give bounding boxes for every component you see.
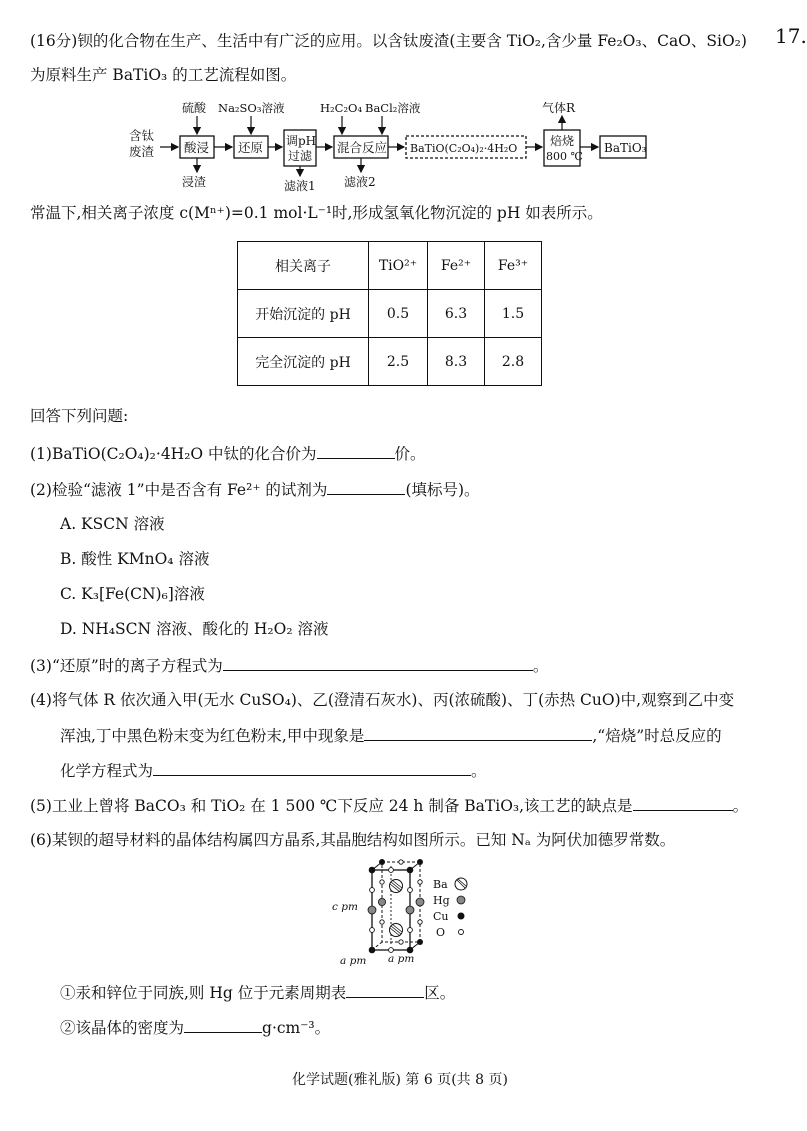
table-intro: 常温下,相关离子浓度 c(Mⁿ⁺)=0.1 mol·L⁻¹时,形成氢氧化物沉淀的 pH 如表所示。 [30,204,603,222]
flow-step-acid-leach: 酸浸 [184,140,210,155]
question-4-line-3 [60,759,487,782]
question-1-text: (1)BaTiO(C₂O₄)₂·4H₂O 中钛的化合价为 [30,445,317,463]
page-footer: 化学试题(雅礼版) 第 6 页(共 8 页) [292,1072,508,1088]
flow-step1-input: 硫酸 [182,101,207,115]
table-cell: 6.3 [428,290,485,338]
table-header-cell: Fe²⁺ [428,242,485,290]
question-6-sub-2-suffix: g·cm⁻³。 [262,1019,331,1037]
intro-line-1: (16分)钡的化合物在生产、生活中有广泛的应用。以含钛废渣(主要含 TiO₂,含少量 Fe₂O₃、CaO、SiO₂) [30,32,747,50]
question-4-line-2 [60,724,722,747]
dim-a-label-1: a pm [340,955,367,967]
page-corner-number: 17. [775,24,807,48]
question-4-line-2-text: 浑浊,丁中黑色粉末变为红色粉末,甲中现象是 [60,727,365,745]
flow-gas-r: 气体R [542,101,576,115]
legend-cu-symbol [458,913,465,920]
question-5 [30,794,748,817]
table-row [238,290,542,338]
table-cell: 2.8 [485,338,542,386]
legend-ba: Ba [433,878,448,891]
flow-filtrate-1: 滤液1 [284,179,316,193]
flow-step-calcine: 焙烧 [550,134,575,148]
question-2-suffix: (填标号)。 [405,481,480,499]
table-cell: 8.3 [428,338,485,386]
table-cell: 1.5 [485,290,542,338]
flow-step1-residue: 浸渣 [182,175,207,189]
answer-blank-q4-equation[interactable] [153,759,471,776]
flow-intermediate: BaTiO(C₂O₄)₂·4H₂O [410,142,518,155]
table-header-row [238,242,542,290]
question-2-text: (2)检验“滤液 1”中是否含有 Fe²⁺ 的试剂为 [30,481,328,499]
table-cell: 0.5 [369,290,428,338]
flow-step-filter: 过滤 [288,149,313,163]
answer-blank-q3[interactable] [223,654,533,671]
dim-c-label: c pm [332,901,358,913]
table-row [238,338,542,386]
question-3-suffix: 。 [532,657,549,675]
ph-table [237,241,542,386]
legend-hg-symbol [457,896,465,904]
question-1 [30,442,426,465]
legend-cu: Cu [433,910,449,923]
flow-step-temp: 800 ℃ [546,150,583,163]
question-5-text: (5)工业上曾将 BaCO₃ 和 TiO₂ 在 1 500 ℃下反应 24 h 制备 BaTiO₃,该工艺的缺点是 [30,797,633,815]
option-b: B. 酸性 KMnO₄ 溶液 [60,550,210,568]
option-a: A. KSCN 溶液 [60,515,165,533]
table-header-cell: Fe³⁺ [485,242,542,290]
dim-a-label-2: a pm [388,953,415,965]
flow-product: BaTiO₃ [604,141,647,155]
table-header-cell: TiO²⁺ [369,242,428,290]
answer-blank-q5[interactable] [633,794,733,811]
question-4-line-1: (4)将气体 R 依次通入甲(无水 CuSO₄)、乙(澄清石灰水)、丙(浓硫酸)、丁(赤热 CuO)中,观察到乙中变 [30,691,735,709]
question-6-sub-1-suffix: 区。 [424,984,456,1002]
question-6-sub-1 [60,981,455,1004]
process-flow-diagram [120,100,660,200]
flow-raw-1: 含钛 [129,128,155,143]
table-header-cell: 相关离子 [238,242,369,290]
answer-prompt: 回答下列问题: [30,407,129,425]
question-6-sub-2-text: ②该晶体的密度为 [60,1019,185,1037]
flow-step2-input: Na₂SO₃溶液 [218,101,285,115]
flow-step-reduction: 还原 [238,140,264,155]
flow-step-mix-react: 混合反应 [337,140,388,155]
flow-step4-input-1: H₂C₂O₄ [320,101,363,115]
legend-hg: Hg [433,894,450,907]
table-row-label: 完全沉淀的 pH [238,338,369,386]
legend-o: O [436,926,446,939]
answer-blank-q6-2[interactable] [184,1016,262,1033]
question-1-suffix: 价。 [394,445,426,463]
flow-step-adjust-ph: 调pH [286,134,317,148]
crystal-cell-diagram [330,856,490,968]
question-4-line-3-text: 化学方程式为 [60,762,154,780]
question-6-sub-2 [60,1016,330,1039]
question-3-text: (3)“还原”时的离子方程式为 [30,657,223,675]
question-2 [30,478,480,501]
answer-blank-q1[interactable] [317,442,395,459]
flow-raw-2: 废渣 [129,144,155,159]
answer-blank-q2[interactable] [327,478,405,495]
question-4-line-3-suffix: 。 [471,762,487,780]
flow-filtrate-2: 滤液2 [344,175,376,189]
question-6-sub-1-text: ①汞和锌位于同族,则 Hg 位于元素周期表 [60,984,347,1002]
flow-step4-input-2: BaCl₂溶液 [365,101,421,115]
answer-blank-q4-observation[interactable] [364,724,592,741]
table-cell: 2.5 [369,338,428,386]
option-c: C. K₃[Fe(CN)₆]溶液 [60,585,205,603]
question-4-line-2-suffix: ,“焙烧”时总反应的 [592,727,722,745]
table-row-label: 开始沉淀的 pH [238,290,369,338]
legend-o-symbol [459,930,464,935]
question-6: (6)某钡的超导材料的晶体结构属四方晶系,其晶胞结构如图所示。已知 Nₐ 为阿伏加德罗常数。 [30,831,676,849]
question-3 [30,654,548,677]
option-d: D. NH₄SCN 溶液、酸化的 H₂O₂ 溶液 [60,620,329,638]
question-5-suffix: 。 [732,797,749,815]
answer-blank-q6-1[interactable] [346,981,424,998]
intro-line-2: 为原料生产 BaTiO₃ 的工艺流程如图。 [30,66,297,84]
